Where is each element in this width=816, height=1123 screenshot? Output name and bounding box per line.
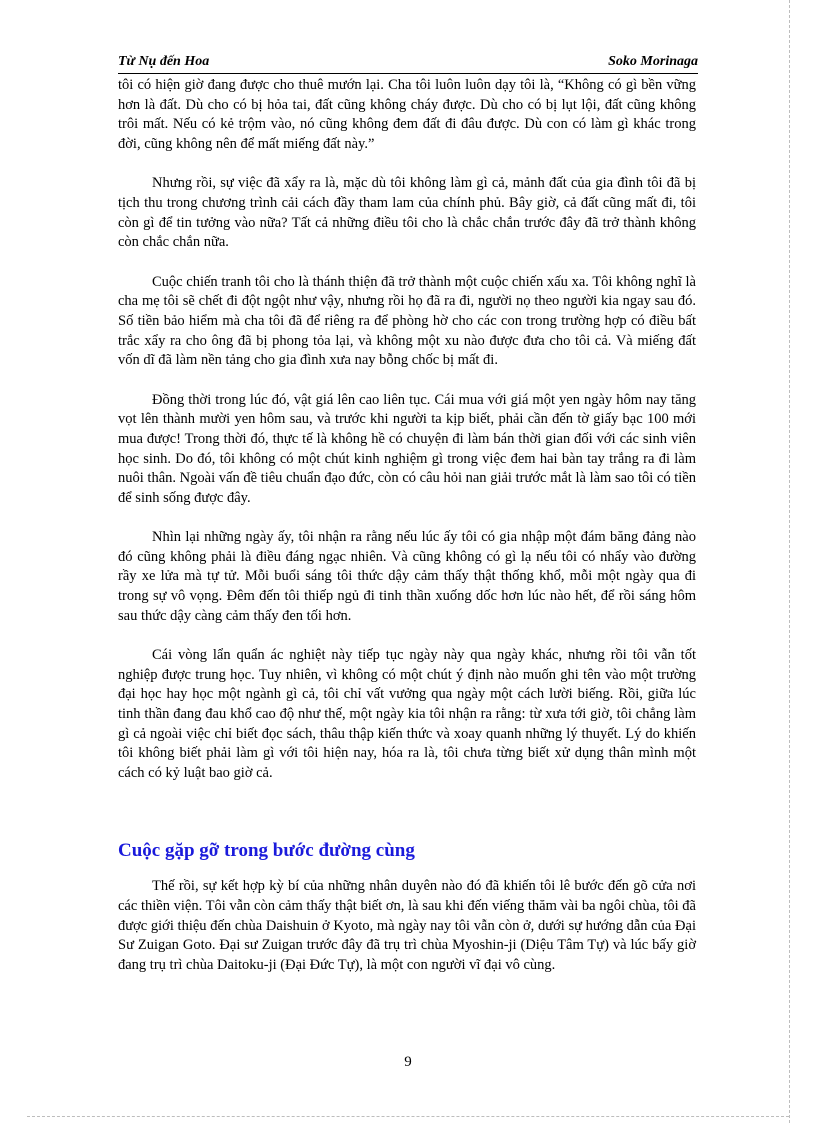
- page-body: [118, 76, 696, 975]
- paragraph: Nhìn lại những ngày ấy, tôi nhận ra rằng nếu lúc ấy tôi có gia nhập một đám băng đảng nào đó cũng không phải là điều đáng ngạc nhiên. Và cũng không có gì lạ nếu tôi có nhẩy vào đường rầy xe lửa mà tự tử. Mỗi buổi sáng tôi thức dậy cảm thấy thật thống khổ, mỗi một ngày qua đi trong sự vô vọng. Đêm đến tôi thiếp ngủ đi tinh thần xuống dốc hơn lúc nào hết, để rồi sáng hôm sau thức dậy càng cảm thấy đen tối hơn.: [118, 529, 696, 624]
- paragraph-continuation: tôi có hiện giờ đang được cho thuê mướn lại. Cha tôi luôn luôn dạy tôi là, “Không có gì bền vững hơn là đất. Dù cho có bị hỏa tai, đất cũng không cháy được. Dù cho có bị lụt lội, đất cũng không trôi mất. Nếu có kẻ trộm vào, nó cũng không đem đất đi đâu được. Dù con có làm gì khác trong đời, cũng không nên để mất miếng đất này.”: [118, 77, 696, 152]
- paragraph: Cái vòng lẩn quẩn ác nghiệt này tiếp tục ngày này qua ngày khác, nhưng rồi tôi vẫn tốt nghiệp được trung học. Tuy nhiên, vì không có một chút ý định nào muốn ghi tên vào một trường đại học hay học một ngành gì cả, tôi chỉ vất vưởng qua ngày một cách lười biếng. Rồi, giữa lúc tinh thần đang đau khổ cao độ như thế, một ngày kia tôi nhận ra rằng: từ xưa tới giờ, tôi chẳng làm gì cả ngoài việc chỉ biết đọc sách, thâu thập kiến thức và xoay quanh những lý thuyết. Lý do khiến tôi không biết phải làm gì với tôi hiện nay, hóa ra là, tôi chưa từng biết xử dụng thân mình một cách có kỷ luật bao giờ cả.: [118, 647, 696, 781]
- paragraph: Nhưng rồi, sự việc đã xẩy ra là, mặc dù tôi không làm gì cả, mảnh đất của gia đình tôi đã bị tịch thu trong chương trình cải cách đầy tham lam của chính phủ. Bây giờ, cả đất cũng mất đi, tôi còn gì để tin tưởng vào nữa? Tất cả những điều tôi cho là chắc chắn trước đây đã trở thành không còn chắc chắn nữa.: [118, 175, 696, 251]
- paragraph: Thế rồi, sự kết hợp kỳ bí của những nhân duyên nào đó đã khiến tôi lê bước đến gõ cửa nơi các thiền viện. Tôi vẫn còn cảm thấy thật biết ơn, là sau khi đến viếng thăm vài ba ngôi chùa, tôi đã được giới thiệu đến chùa Daishuin ở Kyoto, mà ngày nay tôi vẫn còn ở, dưới sự hướng dẫn của Đại Sư Zuigan Goto. Đại sư Zuigan trước đây đã trụ trì chùa Myoshin-ji (Diệu Tâm Tự) và lúc bấy giờ đang trụ trì chùa Daitoku-ji (Đại Đức Tự), là một con người vĩ đại vô cùng.: [118, 878, 696, 973]
- paragraph: Đồng thời trong lúc đó, vật giá lên cao liên tục. Cái mua với giá một yen ngày hôm nay tăng vọt lên thành mười yen hôm sau, và trước khi người ta kịp biết, phải cần đến tờ giấy bạc 100 mới mua được! Trong thời đó, thực tế là không hề có chuyện đi làm bán thời gian đối với các sinh viên học sinh. Do đó, tôi không có một chút kinh nghiệm gì trong việc đem hai bàn tay trắng ra đi làm nuôi thân. Ngoài vấn đề tiêu chuẩn đạo đức, còn có câu hỏi nan giải trước mắt là làm sao tôi có tiền để sinh sống được đây.: [118, 391, 696, 506]
- section-heading: Cuộc gặp gỡ trong bước đường cùng: [118, 840, 415, 862]
- header-rule: [118, 73, 698, 74]
- page-border-right: [789, 0, 790, 1123]
- page-border-bottom: [27, 1116, 789, 1117]
- paragraph: Cuộc chiến tranh tôi cho là thánh thiện đã trở thành một cuộc chiến xấu xa. Tôi không nghĩ là cha mẹ tôi sẽ chết đi đột ngột như vậy, nhưng rồi họ đã ra đi, người nọ theo người kia ngay sau đó. Số tiền bảo hiểm mà cha tôi đã để riêng ra để phòng hờ cho các con trong trường hợp có điều bất trắc xẩy ra cho ông đã bị phong tỏa lại, và không một xu nào được đưa cho tôi cả. Và miếng đất vốn dĩ đã làm nền tảng cho gia đình xưa nay bỗng chốc bị mất đi.: [118, 273, 696, 369]
- page-number: 9: [404, 1054, 412, 1070]
- author-name: Soko Morinaga: [608, 54, 698, 69]
- book-title: Từ Nụ đến Hoa: [118, 54, 210, 69]
